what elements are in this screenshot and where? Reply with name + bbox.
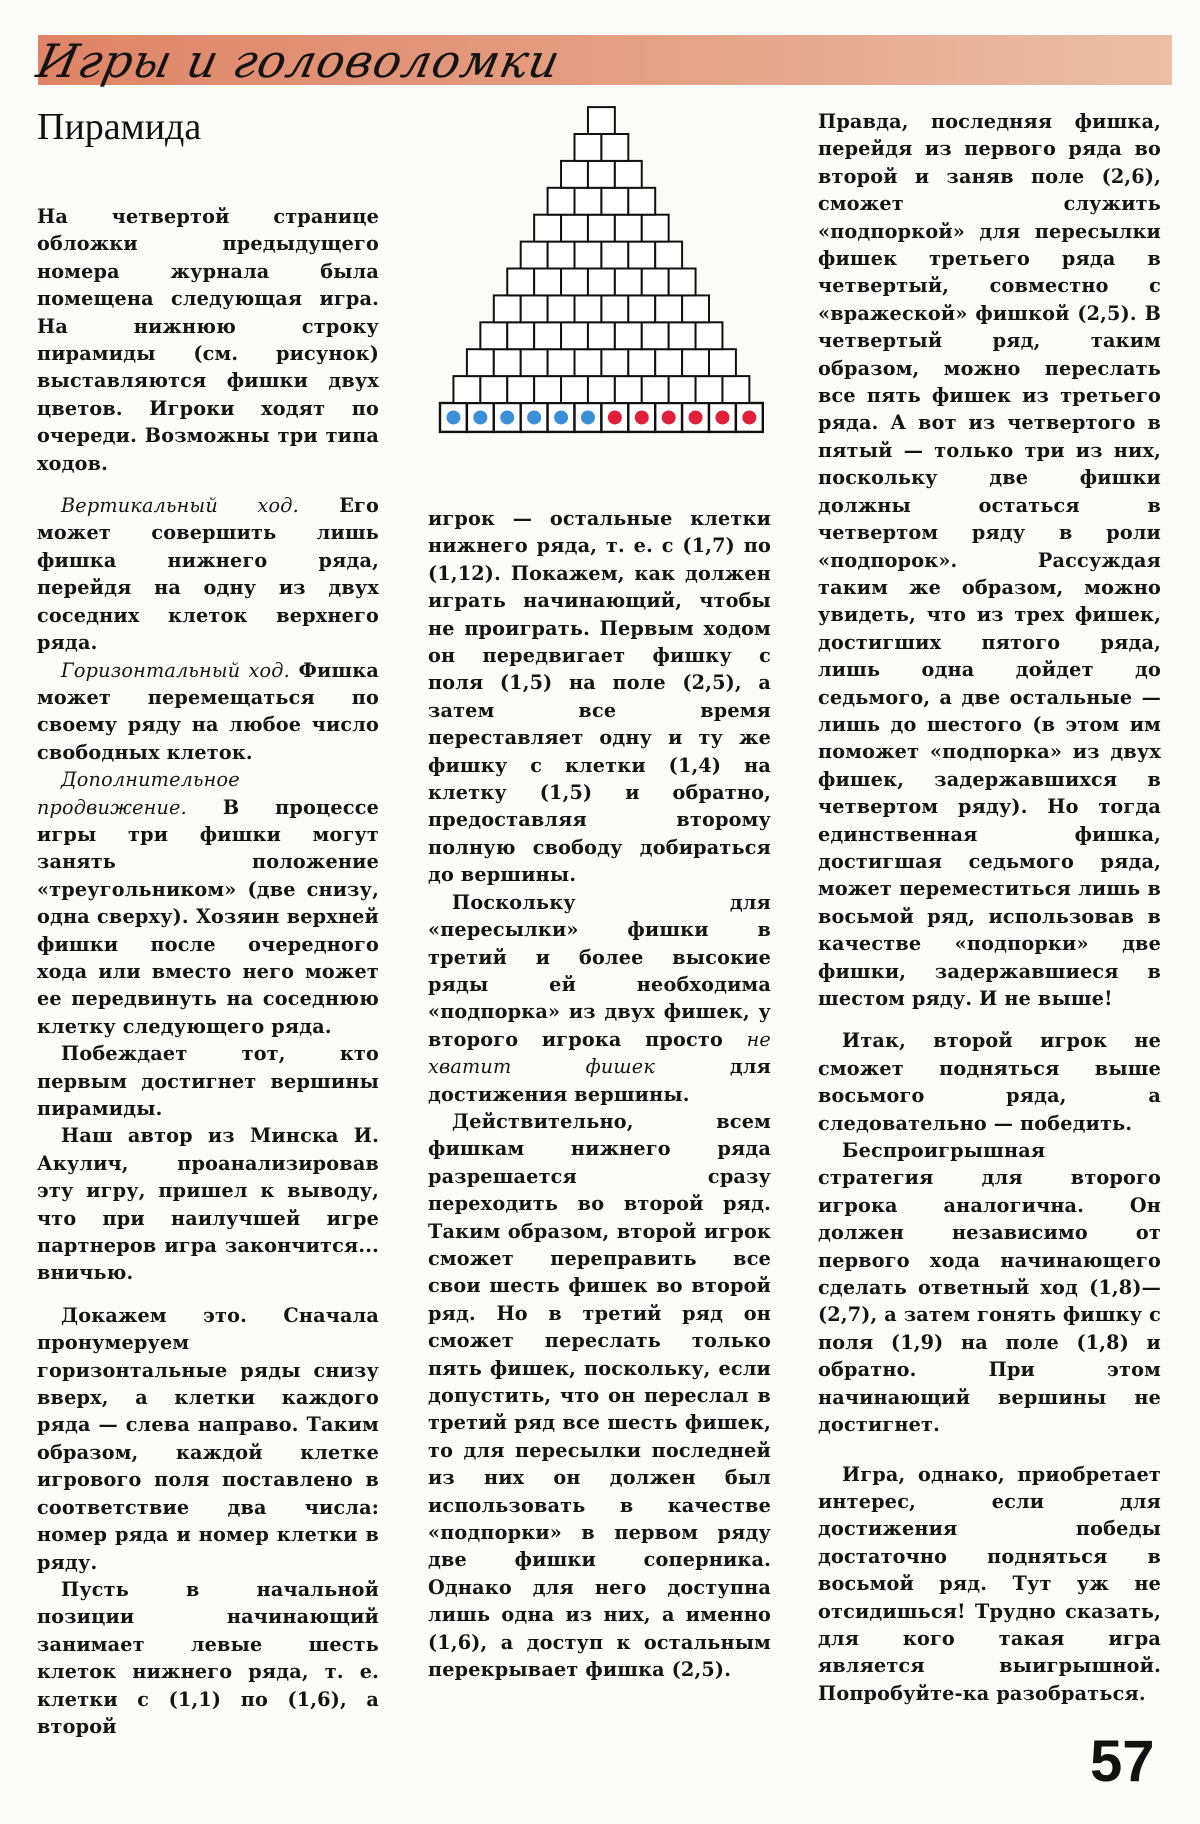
pyramid-cell-4-8 (669, 322, 696, 349)
paragraph: Вертикальный ход. Его может совершить лишь фишка нижнего ряда, перейдя на одну из двух соседних клеток верхнего ряда. (37, 494, 379, 655)
pyramid-cell-2-3 (507, 376, 534, 403)
article-column-1 (37, 203, 379, 1740)
pyramid-cell-5-7 (655, 295, 682, 322)
pyramid-cell-2-6 (588, 376, 615, 403)
pyramid-cell-2-1 (453, 376, 480, 403)
pyramid-cell-3-2 (494, 349, 521, 376)
paragraph: Докажем это. Сначала пронумеруем горизонтальные ряды снизу вверх, а клетки каждого ряда — слева направо. Таким образом, каждой клетке игрового поля поставлено в соответствие два числа: номер ряда и номер клетки в ряду. (37, 1303, 379, 1574)
pyramid-cell-2-11 (722, 376, 749, 403)
pyramid-cell-6-1 (507, 269, 534, 296)
pyramid-cell-6-6 (642, 269, 669, 296)
paragraph: Итак, второй игрок не сможет подняться выше восьмого ряда, а следовательно — победить. (818, 1029, 1161, 1135)
pyramid-cell-7-6 (655, 242, 682, 269)
pyramid-cell-8-4 (615, 215, 642, 242)
pyramid-cell-10-2 (588, 161, 615, 188)
pyramid-cell-3-1 (467, 349, 494, 376)
pyramid-cell-4-9 (696, 322, 723, 349)
pyramid-cell-8-2 (561, 215, 588, 242)
pyramid-cell-10-1 (561, 161, 588, 188)
article-title: Пирамида (37, 106, 202, 148)
emphasis: Горизонтальный ход. (61, 658, 290, 682)
paragraph: Дополнительное продвижение. В процессе игры три фишки могут занять положение «треугольником» (две снизу, одна сверху). Хозяин верхней фишки после очередного хода или вместо него может ее передвинуть на соседнюю клетку следующего ряда. (37, 768, 379, 1038)
article-column-3 (818, 108, 1161, 1707)
emphasis: Дополнительное продвижение. (37, 768, 240, 819)
pyramid-diagram (420, 100, 780, 440)
pyramid-cell-5-5 (601, 295, 628, 322)
pyramid-cell-4-2 (507, 322, 534, 349)
article-column-2 (428, 505, 771, 1683)
pyramid-cell-8-1 (534, 215, 561, 242)
pyramid-cell-3-3 (521, 349, 548, 376)
pyramid-cell-6-3 (561, 269, 588, 296)
blue-piece (446, 410, 460, 424)
pyramid-cell-4-3 (534, 322, 561, 349)
pyramid-cell-6-4 (588, 269, 615, 296)
pyramid-cell-3-7 (628, 349, 655, 376)
paragraph: игрок — остальные клетки нижнего ряда, т. е. с (1,7) по (1,12). Покажем, как должен играть начинающий, чтобы не проиграть. Первым ходом он передвигает фишку с поля (1,5) на поле (2,5), а затем все время переставляет одну и ту же фишку с клетки (1,4) на клетку (1,5) и обратно, предоставляя второму полную свободу добираться до вершины. (428, 507, 771, 887)
pyramid-cell-5-8 (682, 295, 709, 322)
paragraph: На четвертой странице обложки предыдущего номера журнала была помещена следующая игра. На нижнюю строку пирамиды (см. рисунок) выставляются фишки двух цветов. Игроки ходят по очереди. Возможны три типа ходов. (37, 205, 379, 475)
pyramid-cell-3-4 (548, 349, 575, 376)
pyramid-cell-7-4 (601, 242, 628, 269)
pyramid-cell-6-2 (534, 269, 561, 296)
pyramid-cell-2-8 (642, 376, 669, 403)
blue-piece (554, 410, 568, 424)
pyramid-cell-9-2 (575, 188, 602, 215)
pyramid-cell-5-3 (548, 295, 575, 322)
page-number: 57 (1090, 1729, 1155, 1794)
pyramid-cell-5-4 (575, 295, 602, 322)
blue-piece (581, 410, 595, 424)
emphasis: Вертикальный ход. (61, 494, 299, 518)
red-piece (635, 410, 649, 424)
pyramid-cell-3-5 (575, 349, 602, 376)
paragraph: Игра, однако, приобретает интерес, если для достижения победы достаточно подняться в восьмой ряд. Тут уж не отсидишься! Трудно сказать, для кого такая игра является выигрышной. Попробуйте-ка разобраться. (818, 1462, 1161, 1705)
pyramid-cell-4-7 (642, 322, 669, 349)
pyramid-cell-7-2 (548, 242, 575, 269)
pyramid-cell-9-4 (628, 188, 655, 215)
red-piece (608, 410, 622, 424)
pyramid-cell-4-1 (480, 322, 507, 349)
pyramid-cell-3-9 (682, 349, 709, 376)
pyramid-cell-7-1 (521, 242, 548, 269)
paragraph: Горизонтальный ход. Фишка может перемещаться по своему ряду на любое число свободных клеток. (37, 658, 379, 764)
pyramid-cell-2-7 (615, 376, 642, 403)
blue-piece (500, 410, 514, 424)
blue-piece (473, 410, 487, 424)
red-piece (689, 410, 703, 424)
pyramid-cell-2-9 (669, 376, 696, 403)
pyramid-cell-10-3 (615, 161, 642, 188)
pyramid-cell-5-1 (494, 295, 521, 322)
pyramid-cell-11-2 (601, 134, 628, 161)
section-title: Игры и головоломки (32, 34, 566, 88)
pyramid-cell-5-2 (521, 295, 548, 322)
paragraph: Побеждает тот, кто первым достигнет вершины пирамиды. (37, 1042, 379, 1120)
red-piece (742, 410, 756, 424)
paragraph: Поскольку для «пересылки» фишки в третий и более высокие ряды ей необходима «подпорка» из двух фишек, у второго игрока просто не хватит фишек для достижения вершины. (428, 890, 771, 1106)
pyramid-cell-3-10 (709, 349, 736, 376)
pyramid-cell-6-5 (615, 269, 642, 296)
pyramid-cell-9-1 (548, 188, 575, 215)
pyramid-cell-3-6 (601, 349, 628, 376)
red-piece (715, 410, 729, 424)
blue-piece (527, 410, 541, 424)
red-piece (662, 410, 676, 424)
pyramid-cell-4-6 (615, 322, 642, 349)
paragraph: Пусть в начальной позиции начинающий занимает левые шесть клеток нижнего ряда, т. е. клетки с (1,1) по (1,6), а второй (37, 1577, 379, 1738)
pyramid-cell-5-6 (628, 295, 655, 322)
pyramid-cell-4-4 (561, 322, 588, 349)
paragraph: Действительно, всем фишкам нижнего ряда разрешается сразу переходить во второй ряд. Таким образом, второй игрок сможет переправить все свои шесть фишек во второй ряд. Но в третий ряд он сможет переслать только пять фишек, поскольку, если допустить, что он переслал в третий ряд все шесть фишек, то для пересылки последней из них он должен был использовать в качестве «подпорки» в первом ряду две фишки соперника. Однако для него доступна лишь одна из них, а именно (1,6), а доступ к остальным перекрывает фишка (2,5). (428, 1109, 771, 1682)
pyramid-cell-11-1 (575, 134, 602, 161)
pyramid-cell-12-1 (588, 107, 615, 134)
pyramid-cell-9-3 (601, 188, 628, 215)
pyramid-cell-4-5 (588, 322, 615, 349)
pyramid-cell-2-5 (561, 376, 588, 403)
pyramid-cell-8-5 (642, 215, 669, 242)
pyramid-cell-6-7 (669, 269, 696, 296)
pyramid-cell-3-8 (655, 349, 682, 376)
pyramid-cell-2-10 (696, 376, 723, 403)
pyramid-cell-2-4 (534, 376, 561, 403)
paragraph: Правда, последняя фишка, перейдя из первого ряда во второй и заняв поле (2,6), сможет служить «подпоркой» для пересылки фишек третьего ряда в четвертый, совместно с «вражеской» фишкой (2,5). В четвертый ряд, таким образом, можно переслать все пять фишек из третьего ряда. А вот из четвертого в пятый — только три из них, поскольку две фишки должны остаться в четвертом ряду в роли «подпорок». Рассуждая таким же образом, можно увидеть, что из трех фишек, достигших пятого ряда, лишь одна дойдет до седьмого, а две остальные — лишь до шестого (в этом им поможет «подпорка» из двух фишек, задержавшихся в четвертом ряду). Но тогда единственная фишка, достигшая седьмого ряда, может переместиться лишь в восьмой ряд, использовав в качестве «подпорки» две фишки, задержавшиеся в шестом ряду. И не выше! (818, 110, 1161, 1010)
emphasis: не хватит фишек (428, 1027, 771, 1079)
pyramid-cell-2-2 (480, 376, 507, 403)
pyramid-cell-7-5 (628, 242, 655, 269)
pyramid-cell-7-3 (575, 242, 602, 269)
paragraph: Беспроигрышная стратегия для второго игрока аналогична. Он должен независимо от первого хода начинающего сделать ответный ход (1,8)—(2,7), а затем гонять фишку с поля (1,9) на поле (1,8) и обратно. При этом начинающий вершины не достигнет. (818, 1139, 1161, 1437)
pyramid-cell-8-3 (588, 215, 615, 242)
paragraph: Наш автор из Минска И. Акулич, проанализировав эту игру, пришел к выводу, что при наилучшей игре партнеров игра закончится... вничью. (37, 1124, 379, 1285)
